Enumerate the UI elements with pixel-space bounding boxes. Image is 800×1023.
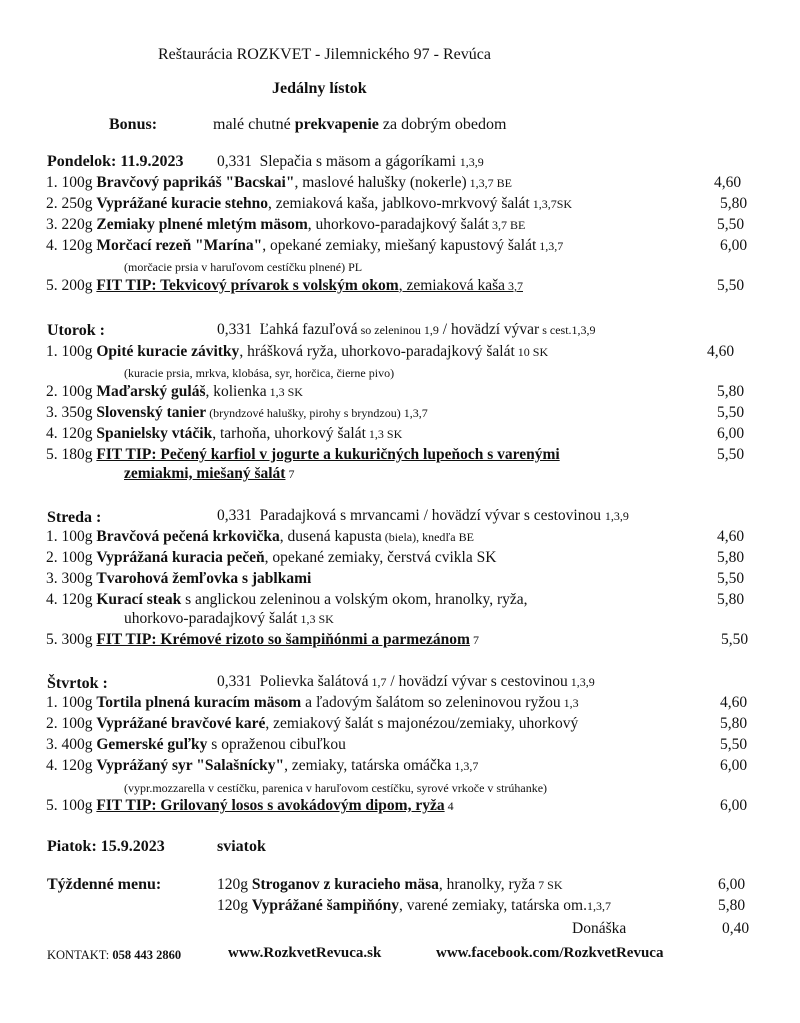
menu-item: 1. 100g Bravčový paprikáš "Bacskai", maslové halušky (nokerle) 1,3,7 BE — [46, 174, 512, 191]
delivery-label: Donáška — [572, 920, 627, 937]
website-link[interactable]: www.RozkvetRevuca.sk — [228, 945, 382, 961]
bonus-label: Bonus: — [109, 116, 158, 133]
price: 5,80 — [717, 383, 745, 400]
price: 6,00 — [720, 237, 748, 254]
price: 5,80 — [720, 195, 748, 212]
friday-holiday: sviatok — [217, 838, 266, 855]
price: 5,50 — [720, 736, 748, 753]
price: 4,60 — [720, 694, 748, 711]
menu-item: 4. 120g Spanielsky vtáčik, tarhoňa, uhorkový šalát 1,3 SK — [46, 425, 403, 442]
menu-item: 2. 250g Vyprážané kuracie stehno, zemiaková kaša, jablkovo-mrkvový šalát 1,3,7SK — [46, 195, 573, 212]
menu-item: 2. 100g Maďarský guláš, kolienka 1,3 SK — [46, 383, 303, 400]
menu-item: 1. 100g Tortila plnená kuracím mäsom a ľadovým šalátom so zeleninovou ryžou 1,3 — [46, 694, 579, 711]
menu-item: 3. 220g Zemiaky plnené mletým mäsom, uhorkovo-paradajkový šalát 3,7 BE — [46, 216, 526, 233]
menu-item: 4. 120g Kurací steak s anglickou zeleninou a volským okom, hranolky, ryža, — [46, 591, 528, 608]
soup-tuesday: 0,331 Ľahká fazuľová so zeleninou 1,9 / hovädzí vývar s cest.1,3,9 — [217, 321, 596, 338]
price: 5,80 — [717, 549, 745, 566]
price: 5,80 — [717, 591, 745, 608]
price: 4,60 — [714, 174, 742, 191]
menu-item: 5. 100g FIT TIP: Grilovaný losos s avokádovým dipom, ryža 4 — [46, 797, 454, 814]
menu-item: 5. 180g FIT TIP: Pečený karfiol v jogurte a kukuričných lupeňoch s varenými — [46, 446, 560, 463]
menu-item: 3. 350g Slovenský tanier (bryndzové halušky, pirohy s bryndzou) 1,3,7 — [46, 404, 428, 421]
day-tuesday: Utorok : — [47, 322, 105, 339]
weekly-menu-label: Týždenné menu: — [47, 876, 162, 893]
menu-item: 1. 100g Bravčová pečená krkovička, dusená kapusta (biela), knedľa BE — [46, 528, 474, 545]
weekly-item: 120g Stroganov z kuracieho mäsa, hranolky, ryža 7 SK — [217, 876, 563, 893]
restaurant-header: Reštaurácia ROZKVET - Jilemnického 97 - Revúca — [158, 46, 491, 63]
price: 4,60 — [717, 528, 745, 545]
price: 6,00 — [720, 757, 748, 774]
menu-item: 3. 400g Gemerské guľky s opraženou cibuľkou — [46, 736, 346, 753]
soup-thursday: 0,331 Polievka šalátová 1,7 / hovädzí vývar s cestovinou 1,3,9 — [217, 673, 595, 690]
day-friday: Piatok: 15.9.2023 — [47, 838, 165, 855]
price: 5,50 — [717, 404, 745, 421]
soup-wednesday: 0,331 Paradajková s mrvancami / hovädzí vývar s cestovinou 1,3,9 — [217, 507, 629, 524]
price: 4,60 — [707, 343, 735, 360]
price: 5,50 — [721, 631, 749, 648]
facebook-link[interactable]: www.facebook.com/RozkvetRevuca — [436, 945, 664, 961]
menu-item: 2. 100g Vyprážaná kuracia pečeň, opekané zemiaky, čerstvá cvikla SK — [46, 549, 497, 566]
menu-item: 4. 120g Vyprážaný syr "Salašnícky", zemiaky, tatárska omáčka 1,3,7 — [46, 757, 479, 774]
menu-item: 3. 300g Tvarohová žemľovka s jablkami — [46, 570, 312, 587]
price: 5,80 — [718, 897, 746, 914]
bonus-text: malé chutné prekvapenie za dobrým obedom — [213, 116, 507, 133]
price: 6,00 — [718, 876, 746, 893]
page-title: Jedálny lístok — [272, 80, 367, 97]
price: 5,80 — [720, 715, 748, 732]
price: 6,00 — [717, 425, 745, 442]
price: 6,00 — [720, 797, 748, 814]
soup-monday: 0,331 Slepačia s mäsom a gágoríkami 1,3,9 — [217, 153, 484, 170]
price: 5,50 — [717, 570, 745, 587]
item-continuation: zemiakmi, miešaný šalát 7 — [124, 465, 295, 482]
price: 5,50 — [717, 277, 745, 294]
menu-item: 4. 120g Morčací rezeň "Marína", opekané zemiaky, miešaný kapustový šalát 1,3,7 — [46, 237, 564, 254]
day-monday: Pondelok: 11.9.2023 — [47, 153, 184, 170]
delivery-price: 0,40 — [722, 920, 750, 937]
item-continuation: uhorkovo-paradajkový šalát 1,3 SK — [124, 610, 334, 627]
day-wednesday: Streda : — [47, 509, 102, 526]
price: 5,50 — [717, 216, 745, 233]
menu-item: 5. 200g FIT TIP: Tekvicový prívarok s volským okom, zemiaková kaša 3,7 — [46, 277, 523, 294]
menu-item: 1. 100g Opité kuracie závitky, hrášková ryža, uhorkovo-paradajkový šalát 10 SK — [46, 343, 549, 360]
day-thursday: Štvrtok : — [47, 675, 108, 692]
item-note: (vypr.mozzarella v cestíčku, parenica v haruľovom cestíčku, syrové vrkoče v strúhanke) — [124, 781, 548, 795]
contact: KONTAKT: 058 443 2860 — [47, 948, 182, 962]
item-note: (morčacie prsia v haruľovom cestíčku plnené) PL — [124, 260, 363, 274]
item-note: (kuracie prsia, mrkva, klobása, syr, horčica, čierne pivo) — [124, 366, 395, 380]
menu-item: 2. 100g Vyprážané bravčové karé, zemiakový šalát s majonézou/zemiaky, uhorkový — [46, 715, 579, 732]
weekly-item: 120g Vyprážané šampiňóny, varené zemiaky, tatárska om.1,3,7 — [217, 897, 611, 914]
price: 5,50 — [717, 446, 745, 463]
menu-item: 5. 300g FIT TIP: Krémové rizoto so šampiňónmi a parmezánom 7 — [46, 631, 479, 648]
